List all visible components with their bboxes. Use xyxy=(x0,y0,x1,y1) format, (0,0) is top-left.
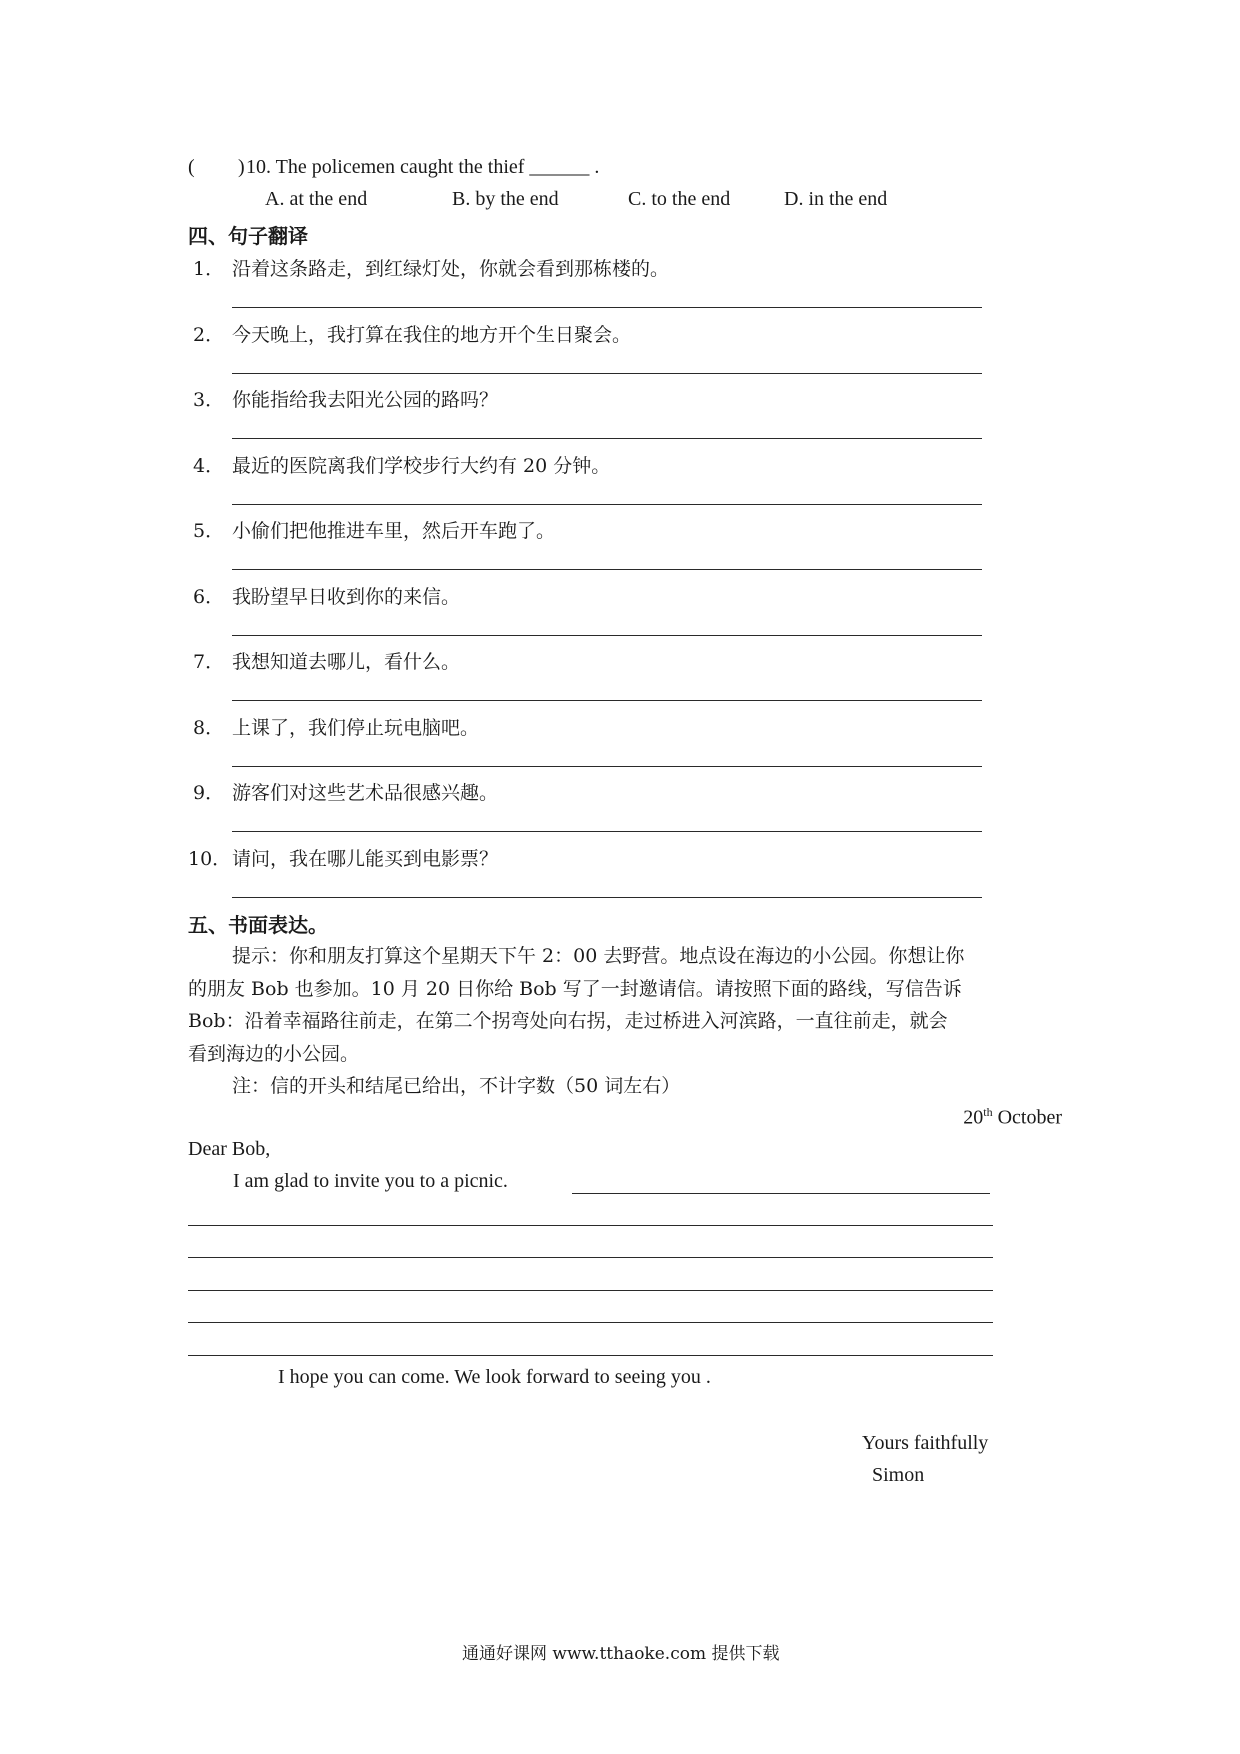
translation-item-num: 6． xyxy=(193,586,225,608)
letter-line[interactable] xyxy=(188,1322,993,1323)
letter-line[interactable] xyxy=(188,1257,993,1258)
answer-line[interactable] xyxy=(232,700,982,701)
letter-signoff: Yours faithfully xyxy=(862,1432,989,1454)
translation-item-text: 上课了，我们停止玩电脑吧。 xyxy=(232,717,480,739)
translation-item-num: 8． xyxy=(193,717,225,739)
writing-prompt-line-4: 看到海边的小公园。 xyxy=(188,1043,360,1065)
letter-closing-line: I hope you can come. We look forward to seeing you . xyxy=(278,1366,711,1388)
footer-credit: 通通好课网 www.tthaoke.com 提供下载 xyxy=(462,1644,780,1664)
option-d: D. in the end xyxy=(784,188,888,210)
section-4-title: 四、句子翻译 xyxy=(188,224,308,248)
answer-line[interactable] xyxy=(232,831,982,832)
option-b: B. by the end xyxy=(452,188,559,210)
translation-item-text: 我盼望早日收到你的来信。 xyxy=(232,586,461,608)
translation-item-num: 1． xyxy=(193,258,225,280)
letter-signature: Simon xyxy=(872,1464,925,1486)
date-suffix: th xyxy=(983,1105,993,1119)
translation-item-text: 请问，我在哪儿能买到电影票？ xyxy=(232,848,499,870)
letter-greeting: Dear Bob, xyxy=(188,1138,271,1160)
translation-item-text: 小偷们把他推进车里，然后开车跑了。 xyxy=(232,520,556,542)
answer-line[interactable] xyxy=(232,307,982,308)
translation-item-text: 游客们对这些艺术品很感兴趣。 xyxy=(232,782,499,804)
translation-item-num: 3． xyxy=(193,389,225,411)
translation-item-num: 10． xyxy=(188,848,232,870)
question-10-paren-close: ) xyxy=(238,156,245,178)
option-c: C. to the end xyxy=(628,188,731,210)
letter-opening: I am glad to invite you to a picnic. xyxy=(233,1170,508,1192)
answer-line[interactable] xyxy=(232,569,982,570)
translation-item-text: 沿着这条路走，到红绿灯处，你就会看到那栋楼的。 xyxy=(232,258,670,280)
writing-note: 注：信的开头和结尾已给出，不计字数（50 词左右） xyxy=(232,1075,681,1097)
letter-line[interactable] xyxy=(572,1193,990,1194)
translation-item-num: 5． xyxy=(193,520,225,542)
letter-date xyxy=(963,1105,1062,1130)
translation-item-text: 今天晚上，我打算在我住的地方开个生日聚会。 xyxy=(232,324,632,346)
translation-item-text: 你能指给我去阳光公园的路吗？ xyxy=(232,389,499,411)
translation-item-num: 7． xyxy=(193,651,225,673)
translation-item-num: 2． xyxy=(193,324,225,346)
writing-prompt-line-1: 提示：你和朋友打算这个星期天下午 2：00 去野营。地点设在海边的小公园。你想让你 xyxy=(232,945,965,967)
translation-item-num: 9． xyxy=(193,782,225,804)
letter-line[interactable] xyxy=(188,1355,993,1356)
letter-line[interactable] xyxy=(188,1290,993,1291)
option-a: A. at the end xyxy=(265,188,368,210)
answer-line[interactable] xyxy=(232,766,982,767)
writing-prompt-line-2: 的朋友 Bob 也参加。10 月 20 日你给 Bob 写了一封邀请信。请按照下面的路线，写信告诉 xyxy=(188,978,962,1000)
section-5-title: 五、书面表达。 xyxy=(188,913,328,937)
date-month: October xyxy=(992,1106,1062,1129)
date-day: 20 xyxy=(963,1106,984,1129)
answer-line[interactable] xyxy=(232,897,982,898)
writing-prompt-line-3: Bob：沿着幸福路往前走，在第二个拐弯处向右拐，走过桥进入河滨路，一直往前走，就会 xyxy=(188,1010,948,1032)
question-10-stem: 10. The policemen caught the thief ______ . xyxy=(246,156,600,178)
question-10-paren-open: ( xyxy=(188,156,195,178)
answer-line[interactable] xyxy=(232,635,982,636)
answer-line[interactable] xyxy=(232,373,982,374)
letter-line[interactable] xyxy=(188,1225,993,1226)
translation-item-text: 我想知道去哪儿，看什么。 xyxy=(232,651,461,673)
answer-line[interactable] xyxy=(232,438,982,439)
translation-item-text: 最近的医院离我们学校步行大约有 20 分钟。 xyxy=(232,455,611,477)
answer-line[interactable] xyxy=(232,504,982,505)
translation-item-num: 4． xyxy=(193,455,225,477)
